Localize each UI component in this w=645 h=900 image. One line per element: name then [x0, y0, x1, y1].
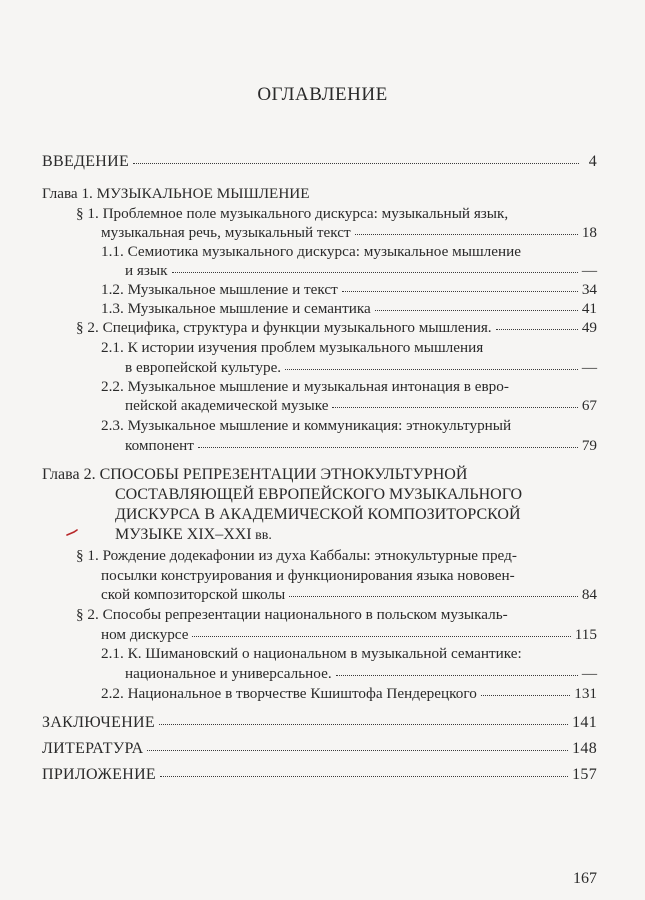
- leader-dots: [159, 722, 568, 725]
- leader-dots: [133, 161, 579, 164]
- chapter-2-heading-caps: МУЗЫКЕ XIX–XXI: [115, 526, 252, 543]
- leader-dots: [198, 445, 578, 448]
- toc-page-number: 4: [588, 153, 597, 170]
- toc-entry-label: в европейской культуре.: [125, 359, 282, 376]
- ch1-sub21-line1: 2.1. К истории изучения проблем музыкального мышления: [101, 339, 484, 356]
- toc-page-number: 115: [574, 626, 597, 643]
- ch2-sec1-line1: § 1. Рождение додекафонии из духа Каббалы: этнокультурные пред-: [76, 547, 517, 564]
- toc-page-number: —: [581, 359, 597, 376]
- ch2-sec2-line1: § 2. Способы репрезентации национального в польском музыкаль-: [76, 606, 508, 623]
- toc-entry-label: 2.2. Национальное в творчестве Кшиштофа Пендерецкого: [101, 685, 477, 702]
- toc-entry-ch1-sub21[interactable]: [125, 358, 597, 378]
- toc-page-number: 141: [572, 714, 597, 731]
- toc-entry-ch1-sec2[interactable]: [76, 318, 597, 338]
- ch1-sec1-line1: § 1. Проблемное поле музыкального дискурса: музыкальный язык,: [76, 205, 509, 222]
- toc-entry-label: ВВЕДЕНИЕ: [42, 153, 130, 170]
- leader-dots: [336, 673, 578, 676]
- leader-dots: [496, 327, 578, 330]
- ch1-sub22-line1: 2.2. Музыкальное мышление и музыкальная интонация в евро-: [101, 378, 509, 395]
- leader-dots: [160, 774, 568, 777]
- page-title: ОГЛАВЛЕНИЕ: [257, 84, 388, 105]
- ch1-sub23-line1: 2.3. Музыкальное мышление и коммуникация: этнокультурный: [101, 417, 512, 434]
- toc-entry-label: музыкальная речь, музыкальный текст: [101, 224, 351, 241]
- toc-entry-ch2-sec1[interactable]: [101, 585, 597, 605]
- leader-dots: [355, 232, 578, 235]
- page-number: 167: [573, 870, 597, 887]
- leader-dots: [285, 367, 578, 370]
- toc-page-number: 148: [572, 740, 597, 757]
- chapter-2-heading-line3: ДИСКУРСА В АКАДЕМИЧЕСКОЙ КОМПОЗИТОРСКОЙ: [115, 506, 521, 523]
- toc-page-number: 41: [581, 300, 597, 317]
- leader-dots: [192, 634, 570, 637]
- leader-dots: [332, 405, 577, 408]
- chapter-2-heading-line4: [115, 525, 272, 546]
- toc-page-number: 49: [581, 319, 597, 336]
- toc-entry-label: ЗАКЛЮЧЕНИЕ: [42, 714, 155, 731]
- toc-entry-label: ПРИЛОЖЕНИЕ: [42, 766, 157, 783]
- chapter-1-heading[interactable]: Глава 1. МУЗЫКАЛЬНОЕ МЫШЛЕНИЕ: [42, 185, 310, 202]
- toc-entry-label: и язык: [125, 262, 168, 279]
- toc-entry-label: 1.2. Музыкальное мышление и текст: [101, 281, 338, 298]
- toc-entry-ch1-sec1[interactable]: [101, 223, 597, 243]
- toc-entry-ch1-sub13[interactable]: [101, 299, 597, 319]
- toc-entry-ch2-sub21[interactable]: [125, 664, 597, 684]
- toc-entry-ch2-sec2[interactable]: [101, 625, 597, 645]
- toc-entry-appendix[interactable]: [42, 765, 597, 785]
- toc-page-number: 131: [574, 685, 597, 702]
- leader-dots: [375, 308, 578, 311]
- toc-page-number: 157: [572, 766, 597, 783]
- leader-dots: [342, 289, 578, 292]
- toc-entry-label: ской композиторской школы: [101, 586, 286, 603]
- toc-entry-literature[interactable]: [42, 739, 597, 759]
- chapter-2-heading-line2: СОСТАВЛЯЮЩЕЙ ЕВРОПЕЙСКОГО МУЗЫКАЛЬНОГО: [115, 486, 523, 503]
- toc-entry-ch1-sub11[interactable]: [125, 261, 597, 281]
- chapter-2-heading-tail: вв.: [251, 528, 272, 543]
- toc-entry-conclusion[interactable]: [42, 713, 597, 733]
- leader-dots: [481, 693, 570, 696]
- toc-page-number: 79: [581, 437, 597, 454]
- ch2-sec1-line2: посылки конструирования и функционирования языка нововен-: [101, 567, 515, 584]
- leader-dots: [172, 270, 578, 273]
- chapter-2-heading-line1[interactable]: Глава 2. СПОСОБЫ РЕПРЕЗЕНТАЦИИ ЭТНОКУЛЬТУРНОЙ: [42, 466, 468, 483]
- toc-entry-label: пейской академической музыке: [125, 397, 329, 414]
- toc-entry-label: ЛИТЕРАТУРА: [42, 740, 144, 757]
- toc-entry-ch1-sub22[interactable]: [125, 396, 597, 416]
- toc-entry-ch1-sub12[interactable]: [101, 280, 597, 300]
- toc-page-number: 67: [581, 397, 597, 414]
- toc-entry-ch2-sub22[interactable]: [101, 684, 597, 704]
- toc-entry-label: 1.3. Музыкальное мышление и семантика: [101, 300, 371, 317]
- toc-page-number: 18: [581, 224, 597, 241]
- leader-dots: [289, 594, 578, 597]
- pen-mark-icon: [66, 529, 78, 537]
- toc-page-number: —: [581, 262, 597, 279]
- leader-dots: [147, 748, 568, 751]
- toc-entry-intro[interactable]: [42, 152, 597, 172]
- toc-page-number: 84: [581, 586, 597, 603]
- ch1-sub11-line1: 1.1. Семиотика музыкального дискурса: музыкальное мышление: [101, 243, 521, 260]
- toc-page-number: —: [581, 665, 597, 682]
- ch2-sub21-line1: 2.1. К. Шимановский о национальном в музыкальной семантике:: [101, 645, 522, 662]
- toc-entry-ch1-sub23[interactable]: [125, 436, 597, 456]
- toc-entry-label: компонент: [125, 437, 194, 454]
- toc-entry-label: ном дискурсе: [101, 626, 189, 643]
- toc-entry-label: национальное и универсальное.: [125, 665, 332, 682]
- toc-entry-label: § 2. Специфика, структура и функции музыкального мышления.: [76, 319, 492, 336]
- toc-page-number: 34: [581, 281, 597, 298]
